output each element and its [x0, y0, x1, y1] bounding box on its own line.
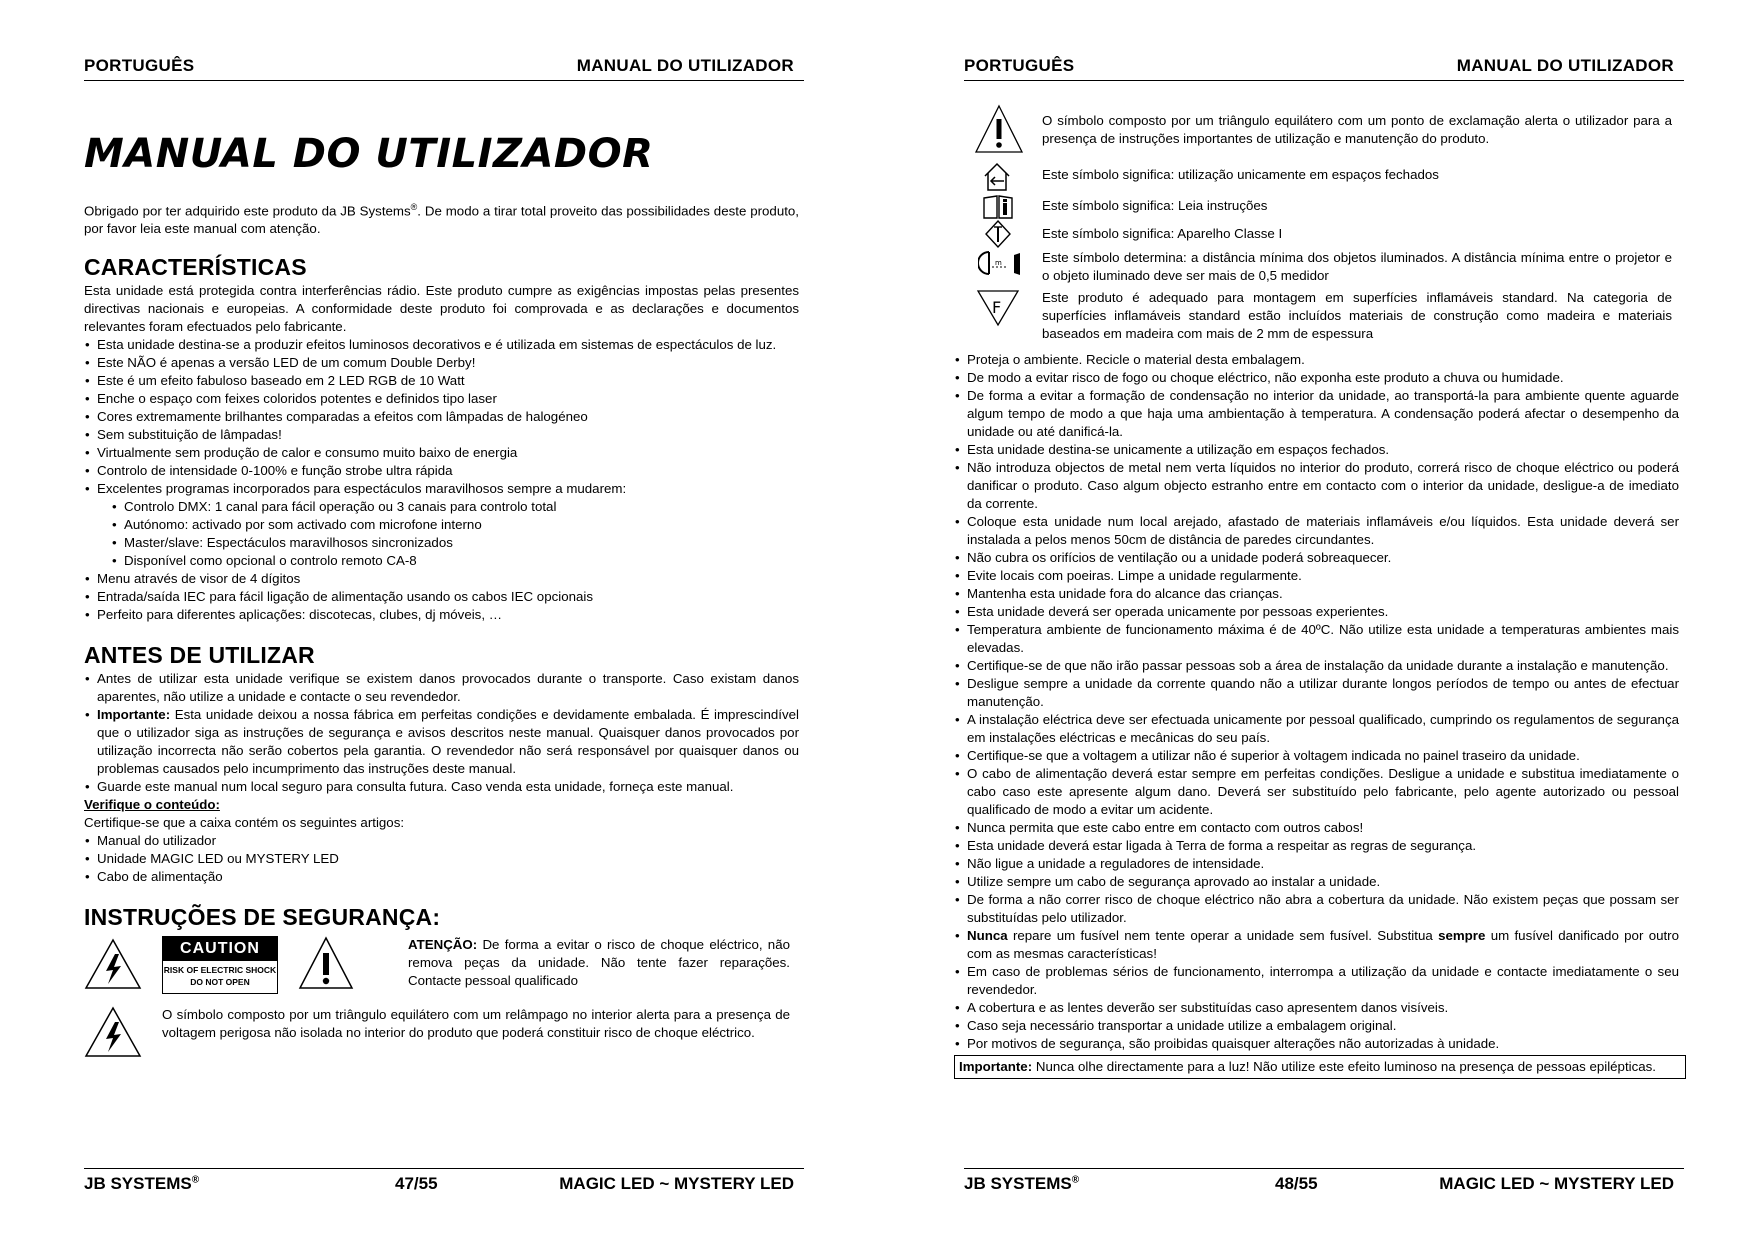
symbol-row [964, 289, 1679, 351]
read-instructions-icon [982, 194, 1014, 220]
page-48 [959, 0, 1684, 1240]
features-list-end [84, 570, 799, 624]
page-content [84, 88, 799, 1042]
list-item: • Certifique-se que a voltagem a utilizar não é superior à voltagem indicada no painel traseiro da unidade. [967, 747, 1679, 765]
footer-product: MAGIC LED ~ MYSTERY LED [559, 1174, 794, 1193]
list-item: • Mantenha esta unidade fora do alcance das crianças. [967, 585, 1679, 603]
list-item: • Não cubra os orifícios de ventilação ou a unidade poderá sobreaquecer. [967, 549, 1679, 567]
list-item: • De forma a não correr risco de choque eléctrico não abra a cobertura da unidade. Não existem peças que possam ser substituídas pelo utilizador. [967, 891, 1679, 927]
symbol-text: O símbolo composto por um triângulo equilátero com um ponto de exclamação alerta o utilizador para a presença de instruções importantes de utilização e manutenção do produto. [1042, 113, 1672, 146]
list-item: • Coloque esta unidade num local arejado, afastado de materiais inflamáveis e/ou líquidos. Esta unidade deverá ser instalada a pelos menos 50cm de distância de paredes circundantes. [967, 513, 1679, 549]
page-number: 48/55 [1275, 1174, 1318, 1193]
check-contents-title: Verifique o conteúdo: [84, 797, 220, 813]
list-item: • Utilize sempre um cabo de segurança aprovado ao instalar a unidade. [967, 873, 1679, 891]
page-47 [84, 0, 804, 1240]
features-heading: CARACTERÍSTICAS [84, 254, 307, 281]
list-item: • Virtualmente sem produção de calor e consumo muito baixo de energia [97, 444, 799, 462]
list-item: • Esta unidade deverá estar ligada à Terra de forma a respeitar as regras de segurança. [967, 837, 1679, 855]
exclamation-triangle-icon [974, 104, 1024, 154]
symbol-text: Este símbolo significa: utilização unicamente em espaços fechados [1042, 167, 1439, 182]
list-item: • Importante: Esta unidade deixou a nossa fábrica em perfeitas condições e devidamente embalada. É imprescindível que o utilizador siga as instruções de segurança e avisos descritos neste manual. Quaisquer danos provocados por utilização incorrecta não serão cobertos pela garantia. O revendedor não será responsável por quaisquer danos ou problemas causados pelo incumprimento das instruções deste manual. [97, 706, 799, 778]
list-item: • Temperatura ambiente de funcionamento máxima é de 40ºC. Não utilize esta unidade a temperaturas ambientes mais elevadas. [967, 621, 1679, 657]
caution-title: CAUTION [163, 937, 277, 961]
page-header [84, 54, 804, 81]
list-item: • Entrada/saída IEC para fácil ligação de alimentação usando os cabos IEC opcionais [97, 588, 799, 606]
list-item: • Master/slave: Espectáculos maravilhosos sincronizados [124, 534, 799, 552]
header-language: PORTUGUÊS [964, 56, 1075, 75]
list-item: • De forma a evitar a formação de condensação no interior da unidade, ao transportá-la para ambiente quente aguarde algum tempo de modo a que haja uma ambientação à temperatura. A condensação poderá afectar o desempenho da unidade ou até danificá-la. [967, 387, 1679, 441]
list-item: • Guarde este manual num local seguro para consulta futura. Caso venda esta unidade, forneça este manual. [97, 778, 799, 796]
list-item: • Excelentes programas incorporados para espectáculos maravilhosos sempre a mudarem: [97, 480, 799, 498]
symbol-row [964, 249, 1679, 289]
list-item: • Por motivos de segurança, são proibidas quaisquer alterações não autorizadas à unidade. [967, 1035, 1679, 1053]
caution-label [162, 936, 278, 994]
list-item: • Perfeito para diferentes aplicações: discotecas, clubes, dj móveis, … [97, 606, 799, 624]
intro-paragraph: Obrigado por ter adquirido este produto da JB Systems®. De modo a tirar total proveito das possibilidades deste produto, por favor leia este manual com atenção. [84, 202, 800, 237]
list-item: • Este é um efeito fabuloso baseado em 2 LED RGB de 10 Watt [97, 372, 799, 390]
page-footer [964, 1168, 1684, 1200]
minimum-distance-icon [978, 249, 1022, 277]
header-title: MANUAL DO UTILIZADOR [576, 56, 794, 75]
svg-text:m: m [995, 259, 1002, 267]
list-item: • Proteja o ambiente. Recicle o material desta embalagem. [967, 351, 1679, 369]
check-contents-list [84, 832, 799, 886]
indoor-use-icon [982, 162, 1012, 192]
list-item: • Nunca permita que este cabo entre em contacto com outros cabos! [967, 819, 1679, 837]
list-item: • Este NÃO é apenas a versão LED de um comum Double Derby! [97, 354, 799, 372]
check-contents-intro: Certifique-se que a caixa contém os seguintes artigos: [84, 815, 405, 831]
list-item: • Cores extremamente brilhantes comparadas a efeitos com lâmpadas de halogéneo [97, 408, 799, 426]
list-item: • Evite locais com poeiras. Limpe a unidade regularmente. [967, 567, 1679, 585]
list-item: • Controlo DMX: 1 canal para fácil operação ou 3 canais para controlo total [124, 498, 799, 516]
symbol-text: Este símbolo significa: Aparelho Classe I [1042, 226, 1283, 241]
list-item: • A instalação eléctrica deve ser efectuada unicamente por pessoal qualificado, cumprindo os regulamentos de segurança em instalações eléctricas e mecânicas do seu país. [967, 711, 1679, 747]
list-item: • Esta unidade destina-se a produzir efeitos luminosos decorativos e é utilizada em sistemas de espectáculos de luz. [97, 336, 799, 354]
list-item: • Controlo de intensidade 0-100% e função strobe ultra rápida [97, 462, 799, 480]
important-note: Importante: Nunca olhe directamente para a luz! Não utilize este efeito luminoso na presença de pessoas epilépticas. [954, 1055, 1686, 1079]
flammable-surface-icon [976, 289, 1020, 327]
list-item: • Em caso de problemas sérios de funcionamento, interrompa a utilização da unidade e contacte imediatamente o seu revendedor. [967, 963, 1679, 999]
symbol-text: Este símbolo significa: Leia instruções [1042, 198, 1268, 213]
list-item: • Desligue sempre a unidade da corrente quando não a utilizar durante longos períodos de tempo ou antes de efectuar manutenção. [967, 675, 1679, 711]
safety-list [954, 351, 1679, 1053]
list-item: • Sem substituição de lâmpadas! [97, 426, 799, 444]
before-use-heading: ANTES DE UTILIZAR [84, 642, 315, 669]
shock-symbol-text: O símbolo composto por um triângulo equilátero com um relâmpago no interior alerta para a presença de voltagem perigosa não isolada no interior do produto que poderá constituir risco de choque eléctrico. [162, 1007, 790, 1041]
attention-text: ATENÇÃO: De forma a evitar o risco de choque eléctrico, não remova peças da unidade. Não tente fazer reparações. Contacte pessoal qualificado [408, 937, 790, 989]
list-item: • Autónomo: activado por som activado com microfone interno [124, 516, 799, 534]
page-title: MANUAL DO UTILIZADOR [84, 131, 654, 177]
list-item: • Certifique-se de que não irão passar pessoas sob a área de instalação da unidade durante a instalação e manutenção. [967, 657, 1679, 675]
page-header [964, 54, 1684, 81]
list-item: • A cobertura e as lentes deverão ser substituídas caso apresentem danos visíveis. [967, 999, 1679, 1017]
lightning-warning-icon [84, 1006, 142, 1058]
header-title: MANUAL DO UTILIZADOR [1456, 56, 1674, 75]
list-item: • Manual do utilizador [97, 832, 799, 850]
before-use-list [84, 670, 799, 796]
list-item: • Esta unidade deverá ser operada unicamente por pessoas experientes. [967, 603, 1679, 621]
class-one-icon [984, 219, 1012, 249]
footer-brand: JB SYSTEMS® [964, 1174, 1080, 1193]
list-item: • Nunca repare um fusível nem tente operar a unidade sem fusível. Substitua sempre um fusível danificado por outro com as mesmas características! [967, 927, 1679, 963]
list-item: • Cabo de alimentação [97, 868, 799, 886]
list-item: • Disponível como opcional o controlo remoto CA-8 [124, 552, 799, 570]
exclamation-warning-icon [298, 936, 354, 990]
list-item: • Antes de utilizar esta unidade verifique se existem danos provocados durante o transporte. Caso existam danos aparentes, não utilize a unidade e contacte o seu revendedor. [97, 670, 799, 706]
symbol-row [964, 225, 1679, 249]
svg-text:F: F [992, 298, 1002, 317]
list-item: • Não ligue a unidade a reguladores de intensidade. [967, 855, 1679, 873]
features-paragraph: Esta unidade está protegida contra interferências rádio. Este produto cumpre as exigências impostas pelas presentes directivas nacionais e europeias. A conformidade deste produto foi comprovada e as declarações e documentos relevantes foram efectuados pelo fabricante. [84, 283, 799, 335]
list-item: • Enche o espaço com feixes coloridos potentes e definidos tipo laser [97, 390, 799, 408]
page-number: 47/55 [395, 1174, 438, 1193]
list-item: • O cabo de alimentação deverá estar sempre em perfeitas condições. Desligue a unidade e substitua imediatamente o cabo caso este apresente algum dano. Deverá ser substituído pelo fabricante, pelo agente autorizado ou pessoal qualificado de modo a evitar um acidente. [967, 765, 1679, 819]
symbol-row [964, 195, 1679, 225]
features-sublist [84, 498, 799, 570]
caution-subtitle: RISK OF ELECTRIC SHOCK DO NOT OPEN [163, 965, 277, 988]
list-item: • De modo a evitar risco de fogo ou choque eléctrico, não exponha este produto a chuva ou humidade. [967, 369, 1679, 387]
list-item: • Esta unidade destina-se unicamente a utilização em espaços fechados. [967, 441, 1679, 459]
footer-product: MAGIC LED ~ MYSTERY LED [1439, 1174, 1674, 1193]
header-language: PORTUGUÊS [84, 56, 195, 75]
list-item: • Caso seja necessário transportar a unidade utilize a embalagem original. [967, 1017, 1679, 1035]
symbol-text: Este símbolo determina: a distância mínima dos objetos iluminados. A distância mínima entre o projetor e o objeto iluminado deve ser mais de 0,5 medidor [1042, 250, 1672, 283]
list-item: • Unidade MAGIC LED ou MYSTERY LED [97, 850, 799, 868]
symbol-text: Este produto é adequado para montagem em superfícies inflamáveis standard. Na categoria de superfícies inflamáveis standard estão incluídos materiais de construção como madeira e materiais baseados em madeira com mais de 2 mm de espessura [1042, 290, 1672, 341]
page-content [959, 104, 1680, 1079]
features-list [84, 336, 799, 498]
list-item: • Não introduza objectos de metal nem verta líquidos no interior do produto, correrá risco de choque eléctrico ou poderá danificar o produto. Caso algum objecto estranho entre em contacto com o interior da unidade, desligue-a de imediato da corrente. [967, 459, 1679, 513]
caution-row [84, 936, 799, 998]
list-item: • Menu através de visor de 4 dígitos [97, 570, 799, 588]
lightning-warning-icon [84, 938, 142, 990]
shock-symbol-row [84, 1006, 799, 1042]
symbol-row [964, 164, 1679, 195]
page-footer [84, 1168, 804, 1200]
safety-heading: INSTRUÇÕES DE SEGURANÇA: [84, 904, 441, 931]
symbol-row [964, 104, 1679, 164]
footer-brand: JB SYSTEMS® [84, 1174, 200, 1193]
